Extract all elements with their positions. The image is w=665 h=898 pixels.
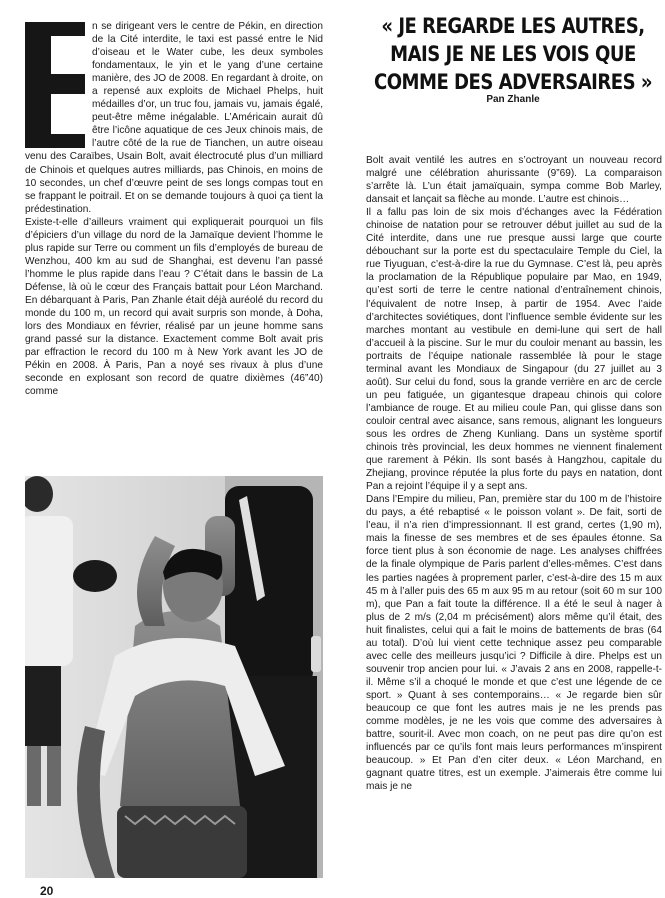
- swimmer-photo: [25, 476, 323, 878]
- byline: Pan Zhanle: [486, 94, 540, 105]
- left-paragraph-2: Existe-t-elle d’ailleurs vraiment qui expliquerait pourquoi un fils d’épiciers d’un village du nord de la Jamaïque devient l’homme le plus rapide sur Terre ou comment un fils d’employés de bureau de Wenzhou, 400 km au sud de Shanghai, est devenu l’an passé l’homme le plus rapide dans l’eau ? C’était dans le bassin de La Défense, là où le cœur des Français battait pour Léon Marchand. En débarquant à Paris, Pan Zhanle était déjà auréolé du record du monde du 100 m, un record qui avait surpris son monde, à Doha, lors des Mondiaux en février, réalisé par un jeune homme sans grand passé sur la distance. Exactement comme Bolt avait pris par effraction le record du 100 m à New York avant les JO de Pékin en 2008. À Paris, Pan a noyé ses rivaux à plus d’une seconde en explosant son record de quatre dixièmes (46”40) comme: [25, 216, 323, 398]
- right-paragraph-1: Bolt avait ventilé les autres en s’octroyant un nouveau record malgré une célébration ahurissante (9”69). La comparaison s’arrête là. L’un était jamaïquain, sympa comme Bob Marley, dansait et lançait sa flèche au monde. L’autre est chinois…: [366, 155, 662, 206]
- dropcap-letter: [25, 22, 85, 148]
- headline: « JE REGARDE LES AUTRES, MAIS JE NE LES VOIS QUE COMME DES ADVERSAIRES »: [373, 14, 653, 94]
- left-column: [25, 20, 323, 398]
- swimmer-stretch-photo-icon: [25, 476, 323, 878]
- page-number: 20: [40, 884, 54, 898]
- right-column: [366, 154, 662, 793]
- dropcap-e-glyph: [25, 22, 85, 148]
- left-paragraph-1: n se dirigeant vers le centre de Pékin, en direction de la Cité interdite, le taxi est passé entre le Nid d’oiseau et le Water cube, les deux symboles fondamentaux, le yin et le yang d’une certaine manière, des JO de 2008. En regardant à droite, on a repensé aux exploits de Michael Phelps, huit médailles d’or, un truc fou, jamais vu, jamais égalé, peut-être même inégalable. L’Américain aurait dû être l’icône aquatique de ces Jeux chinois mais, de l’autre côté de la rue de Tianchen, un autre oiseau venu des Caraïbes, Usain Bolt, avait électrocuté plus d’un milliard de Chinois et quelques autres milliards, pas Chinois, en moins de 10 secondes, un chef d’œuvre peint de ses longs compas tout en se frappant le poitrail. Et on se demande toujours à quoi ça tient la prédestination.: [25, 21, 323, 215]
- right-paragraph-2: Il a fallu pas loin de six mois d’échanges avec la Fédération chinoise de natation pour se retrouver début juillet au sud de la Cité interdite, dans une rue presque aussi large que courte débouchant sur la porte est du spectaculaire Temple du Ciel, la rue Tiyuguan, c’est-à-dire la rue du Gymnase. C’est là, peu après la proclamation de la République populaire par Mao, en 1949, qu’est sorti de terre le centre national d’entraînement chinois, l’équivalent de notre Insep, à partir de 1954. Avec l’aide d’architectes soviétiques, dont l’influence semble évidente sur les marches montant au vestibule en demi-lune qui sert de hall d’accueil à la piscine. Sur le mur du couloir menant au bassin, les portraits de l’équipe nationale rassemblée là pour le stage terminal avant les Mondiaux de Singapour (du 27 juillet au 3 août). Sur celui du fond, sous la grande verrière en arc de cercle un peu fatiguée, un gigantesque drapeau chinois qui colore l’ambiance de rouge. Et au milieu coule Pan, qui glisse dans son couloir central avec aisance, sans remous, alignant les longueurs sous les ordres de Zheng Kunliang. Dans un système sportif chinois très provincial, les deux hommes ne viennent finalement que rarement à Pékin. Ils sont basés à Hangzhou, capitale du Zhejiang, province réputée la plus forte du pays en natation, dont Pan a rejoint l’équipe il y a sept ans.: [366, 207, 662, 493]
- headline-block: [366, 12, 660, 105]
- right-paragraph-3: Dans l’Empire du milieu, Pan, première star du 100 m de l’histoire du pays, a été rebaptisé « le poisson volant ». De fait, sorti de l’eau, il n’a rien d’impressionnant. Il est grand, certes (1,90 m), mais la finesse de ses membres et de ses épaules étonne. Sa force tient plus à son économie de nage. Les analyses chiffrées de la finale olympique de Paris parlent d’elles-mêmes. C’est dans les parties nagées à proprement parler, c’est-à-dire des 15 m aux 45 m à l’aller puis des 65 m aux 95 m au retour (soit 60 m sur 100 m), que Pan a fait toute la différence. Il a été le seul à nager à plus de 2 m/s (2,04 m précisément) alors même qu’il était, des huit finalistes, celui qui a fait le moins de battements de bras (64 au total). D’où lui vient cette technique assez peu comparable avec celle des meilleurs jusqu’ici ? Difficile à dire. Phelps est un souvenir trop ancien pour lui. « J’avais 2 ans en 2008, rappelle-t-il. Même s’il a choqué le monde et que c’est une légende de ce sport. » Quant à ses contemporains… « Je regarde bien sûr beaucoup ce que font les autres mais je ne les prends pas comme modèles, je ne les vois que comme des adversaires à battre, sourit-il. Avec mon coach, on ne peut pas dire qu’on est influencés par ce qu’ils font mais leurs performances m’inspirent beaucoup. » Et Pan d’en citer deux. « Léon Marchand, en gagnant quatre titres, est un exemple. J’aimerais être comme lui mais je ne: [366, 494, 662, 793]
